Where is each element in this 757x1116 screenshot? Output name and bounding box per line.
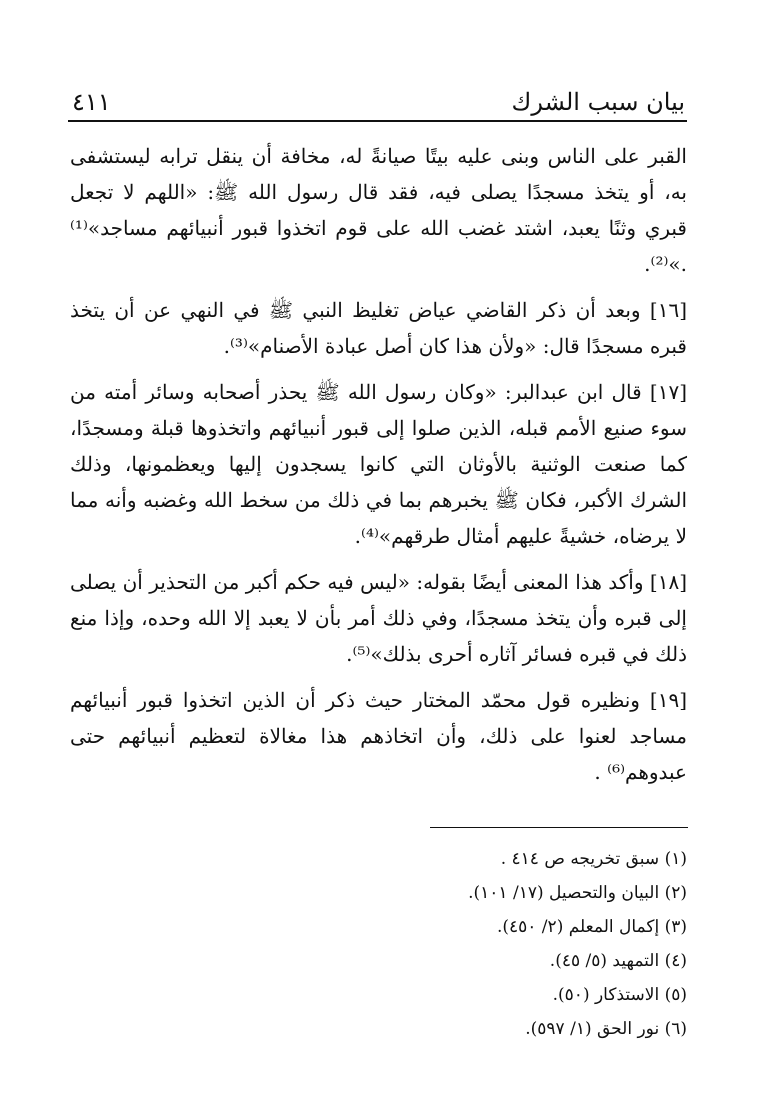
paragraph-16: [١٦] وبعد أن ذكر القاضي عياض تغليظ النبي ﷺ في النهي عن أن يتخذ قبره مسجدًا قال: «ولأن هذا كان أصل عبادة الأصنام»⁽³⁾. xyxy=(70,298,687,358)
footnote-rule xyxy=(430,827,688,828)
body-text xyxy=(70,138,687,790)
paragraph-18: [١٨] وأكد هذا المعنى أيضًا بقوله: «ليس فيه حكم أكبر من التحذير أن يصلى إلى قبره وأن يتخذ مسجدًا، وفي ذلك أمر بأن لا يعبد إلا الله وحده، وإذا منع ذلك في قبره فسائر آثاره أحرى بذلك»⁽⁵⁾. xyxy=(70,570,687,666)
paragraph-19: [١٩] ونظيره قول محمّد المختار حيث ذكر أن الذين اتخذوا قبور أنبيائهم مساجد لعنوا على ذلك، وأن اتخاذهم هذا مغالاة لتعظيم أنبيائهم حتى عبدوهم⁽⁶⁾ . xyxy=(70,688,688,784)
footnote-2: (٢) البيان والتحصيل (١٧/ ١٠١). xyxy=(468,883,687,903)
footnote-5: (٥) الاستذكار (٥٠). xyxy=(552,985,687,1005)
footnote-1: (١) سبق تخريجه ص ٤١٤ . xyxy=(500,849,687,869)
running-title: بيان سبب الشرك xyxy=(511,88,685,116)
page-header xyxy=(68,88,685,120)
paragraph-continuation: القبر على الناس وبنى عليه بيتًا صيانةً له، مخافة أن ينقل ترابه ليستشفى به، أو يتخذ مسجدًا يصلى فيه، فقد قال رسول الله ﷺ: «اللهم لا تجعل قبري وثنًا يعبد، اشتد غضب الله على قوم اتخذوا قبور أنبيائهم مساجد»⁽¹⁾ .»⁽²⁾. xyxy=(70,144,687,276)
page-number: ٤١١ xyxy=(72,88,111,116)
footnote-4: (٤) التمهيد (٥/ ٤٥). xyxy=(549,951,687,971)
footnotes xyxy=(267,842,687,1046)
footnote-3: (٣) إكمال المعلم (٢/ ٤٥٠). xyxy=(496,917,687,937)
paragraph-17: [١٧] قال ابن عبدالبر: «وكان رسول الله ﷺ يحذر أصحابه وسائر أمته من سوء صنيع الأمم قبله، الذين صلوا إلى قبور أنبيائهم واتخذوها قبلة ومسجدًا، كما صنعت الوثنية بالأوثان التي كانوا يسجدون إليها ويعظمونها، وذلك الشرك الأكبر، فكان ﷺ يخبرهم بما في ذلك من سخط الله وغضبه وأنه مما لا يرضاه، خشيةً عليهم أمثال طرقهم»⁽⁴⁾. xyxy=(70,380,687,548)
header-rule xyxy=(68,120,687,122)
footnote-6: (٦) نور الحق (١/ ٥٩٧). xyxy=(525,1019,687,1039)
